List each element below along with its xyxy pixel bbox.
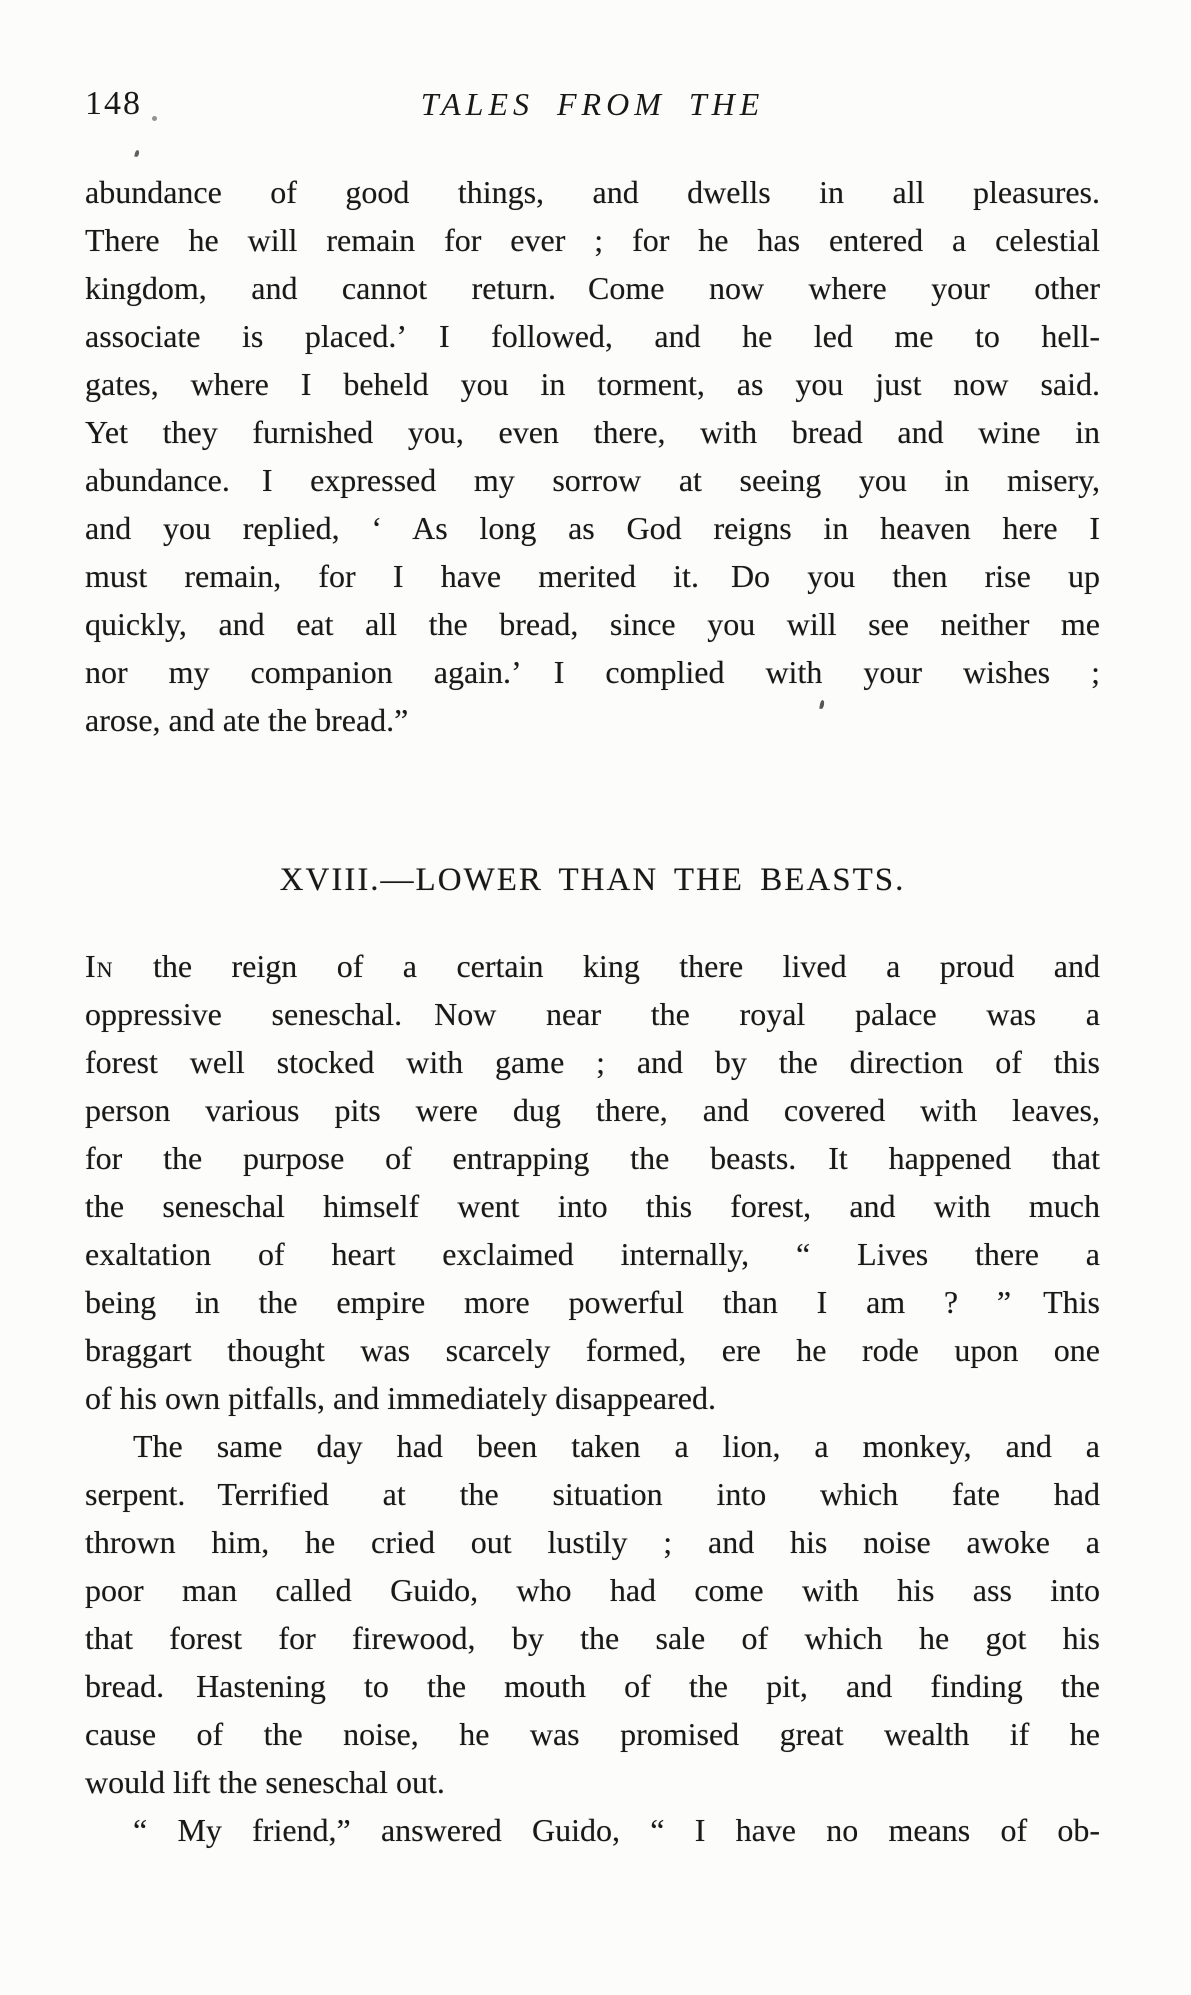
text-line: thrown him, he cried out lustily ; and his noise awoke a (85, 1524, 1100, 1560)
paragraph (85, 942, 1100, 1422)
text-line: oppressive seneschal. Now near the royal palace was a (85, 996, 1100, 1032)
paragraph (85, 168, 1100, 744)
text-line: forest well stocked with game ; and by the direction of this (85, 1044, 1100, 1080)
text-line: braggart thought was scarcely formed, ere he rode upon one (85, 1332, 1100, 1368)
paragraph (85, 1806, 1100, 1854)
text-line: abundance. I expressed my sorrow at seeing you in misery, (85, 462, 1100, 498)
text-line: exaltation of heart exclaimed internally, “ Lives there a (85, 1236, 1100, 1272)
text-line: serpent. Terrified at the situation into which fate had (85, 1476, 1100, 1512)
scan-speck (134, 150, 140, 158)
text-line: and you replied, ‘ As long as God reigns in heaven here I (85, 510, 1100, 546)
text-line: arose, and ate the bread.” (85, 702, 409, 738)
text-line: that forest for firewood, by the sale of which he got his (85, 1620, 1100, 1656)
text-line: nor my companion again.’ I complied with your wishes ; (85, 654, 1100, 690)
text-line: kingdom, and cannot return. Come now where your other (85, 270, 1100, 306)
text-line: cause of the noise, he was promised great wealth if he (85, 1716, 1100, 1752)
scan-speck (152, 116, 157, 121)
text-line: the seneschal himself went into this forest, and with much (85, 1188, 1100, 1224)
text-line: person various pits were dug there, and covered with leaves, (85, 1092, 1100, 1128)
text-line: for the purpose of entrapping the beasts. It happened that (85, 1140, 1100, 1176)
text-line: “ My friend,” answered Guido, “ I have no means of ob- (133, 1812, 1100, 1848)
text-line: must remain, for I have merited it. Do you then rise up (85, 558, 1100, 594)
running-title: TALES FROM THE (420, 86, 765, 122)
text-line: would lift the seneschal out. (85, 1764, 445, 1800)
text-line: gates, where I beheld you in torment, as you just now said. (85, 366, 1100, 402)
text-line: There he will remain for ever ; for he has entered a celestial (85, 222, 1100, 258)
opening-word-smallcaps: In (85, 948, 114, 984)
text-line: poor man called Guido, who had come with his ass into (85, 1572, 1100, 1608)
text-line: bread. Hastening to the mouth of the pit, and finding the (85, 1668, 1100, 1704)
text-line: Yet they furnished you, even there, with bread and wine in (85, 414, 1100, 450)
text-line: abundance of good things, and dwells in all pleasures. (85, 174, 1100, 210)
chapter-heading: XVIII.—LOWER THAN THE BEASTS. (279, 862, 906, 898)
text-line: associate is placed.’ I followed, and he led me to hell- (85, 318, 1100, 354)
text-line: In the reign of a certain king there lived a proud and (85, 948, 1100, 984)
text-block (85, 168, 1100, 1854)
text-line: being in the empire more powerful than I am ? ” This (85, 1284, 1100, 1320)
page-number: 148 (85, 85, 142, 122)
paragraph (85, 1422, 1100, 1806)
text-line: The same day had been taken a lion, a monkey, and a (133, 1428, 1100, 1464)
text-line: quickly, and eat all the bread, since you will see neither me (85, 606, 1100, 642)
text-line: of his own pitfalls, and immediately disappeared. (85, 1380, 716, 1416)
